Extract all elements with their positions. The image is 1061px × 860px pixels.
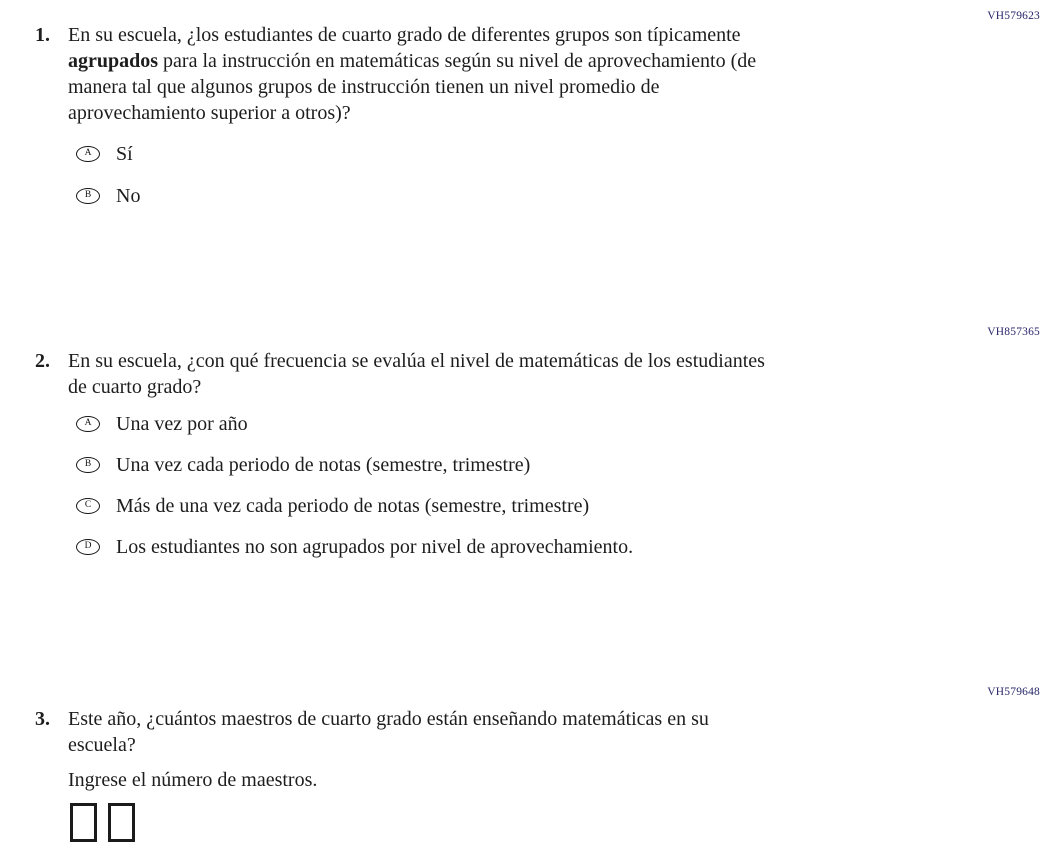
question-3-text-line-1: Este año, ¿cuántos maestros de cuarto grado están enseñando matemáticas en su [68,708,709,730]
answer-bubble-a[interactable] [76,146,100,162]
bubble-letter: A [84,418,92,429]
question-1-text [68,22,756,126]
q2-option-b-label: Una vez cada periodo de notas (semestre, trimestre) [116,453,531,476]
question-2-text-line-2: de cuarto grado? [68,376,202,398]
digit-entry-box-1[interactable] [70,803,97,842]
q1-option-a-label: Sí [116,142,133,165]
question-3-text [68,706,709,758]
answer-bubble-b[interactable] [76,457,100,473]
question-1-number: 1. [35,24,50,46]
question-1-text-line-2: agrupados para la instrucción en matemáticas según su nivel de aprovechamiento (de [68,50,757,72]
q1-option-a[interactable] [76,144,133,164]
q2-option-a-label: Una vez por año [116,412,248,435]
q1-option-b-label: No [116,184,141,207]
bubble-letter: D [84,541,92,552]
bubble-letter: B [84,190,92,201]
question-2-number: 2. [35,350,50,372]
question-1-text-line-4: aprovechamiento superior a otros)? [68,102,351,124]
q3-entry-instruction: Ingrese el número de maestros. [68,769,318,791]
digit-entry-box-2[interactable] [108,803,135,842]
q1-option-b[interactable] [76,186,140,206]
bold-word: agrupados [68,50,159,72]
q2-option-c[interactable] [76,496,589,516]
q2-option-d-label: Los estudiantes no son agrupados por nivel de aprovechamiento. [116,535,634,558]
question-1-code: VH579623 [987,10,1040,22]
q2-option-d[interactable] [76,537,633,557]
question-3-code: VH579648 [987,686,1040,698]
question-3-text-line-2: escuela? [68,734,136,756]
bubble-letter: C [84,500,92,511]
question-1-text-line-3: manera tal que algunos grupos de instrucción tienen un nivel promedio de [68,76,660,98]
answer-bubble-d[interactable] [76,539,100,555]
question-2-text [68,348,765,400]
bubble-letter: B [84,459,92,470]
question-2-code: VH857365 [987,326,1040,338]
q3-number-entry [70,803,135,842]
answer-bubble-a[interactable] [76,416,100,432]
question-1-text-line-1: En su escuela, ¿los estudiantes de cuarto grado de diferentes grupos son típicamente [68,24,741,46]
q2-option-a[interactable] [76,414,248,434]
answer-bubble-c[interactable] [76,498,100,514]
bubble-letter: A [84,148,92,159]
question-2-text-line-1: En su escuela, ¿con qué frecuencia se evalúa el nivel de matemáticas de los estudiantes [68,350,765,372]
answer-bubble-b[interactable] [76,188,100,204]
question-3-number: 3. [35,708,50,730]
q2-option-b[interactable] [76,455,530,475]
q2-option-c-label: Más de una vez cada periodo de notas (semestre, trimestre) [116,494,590,517]
